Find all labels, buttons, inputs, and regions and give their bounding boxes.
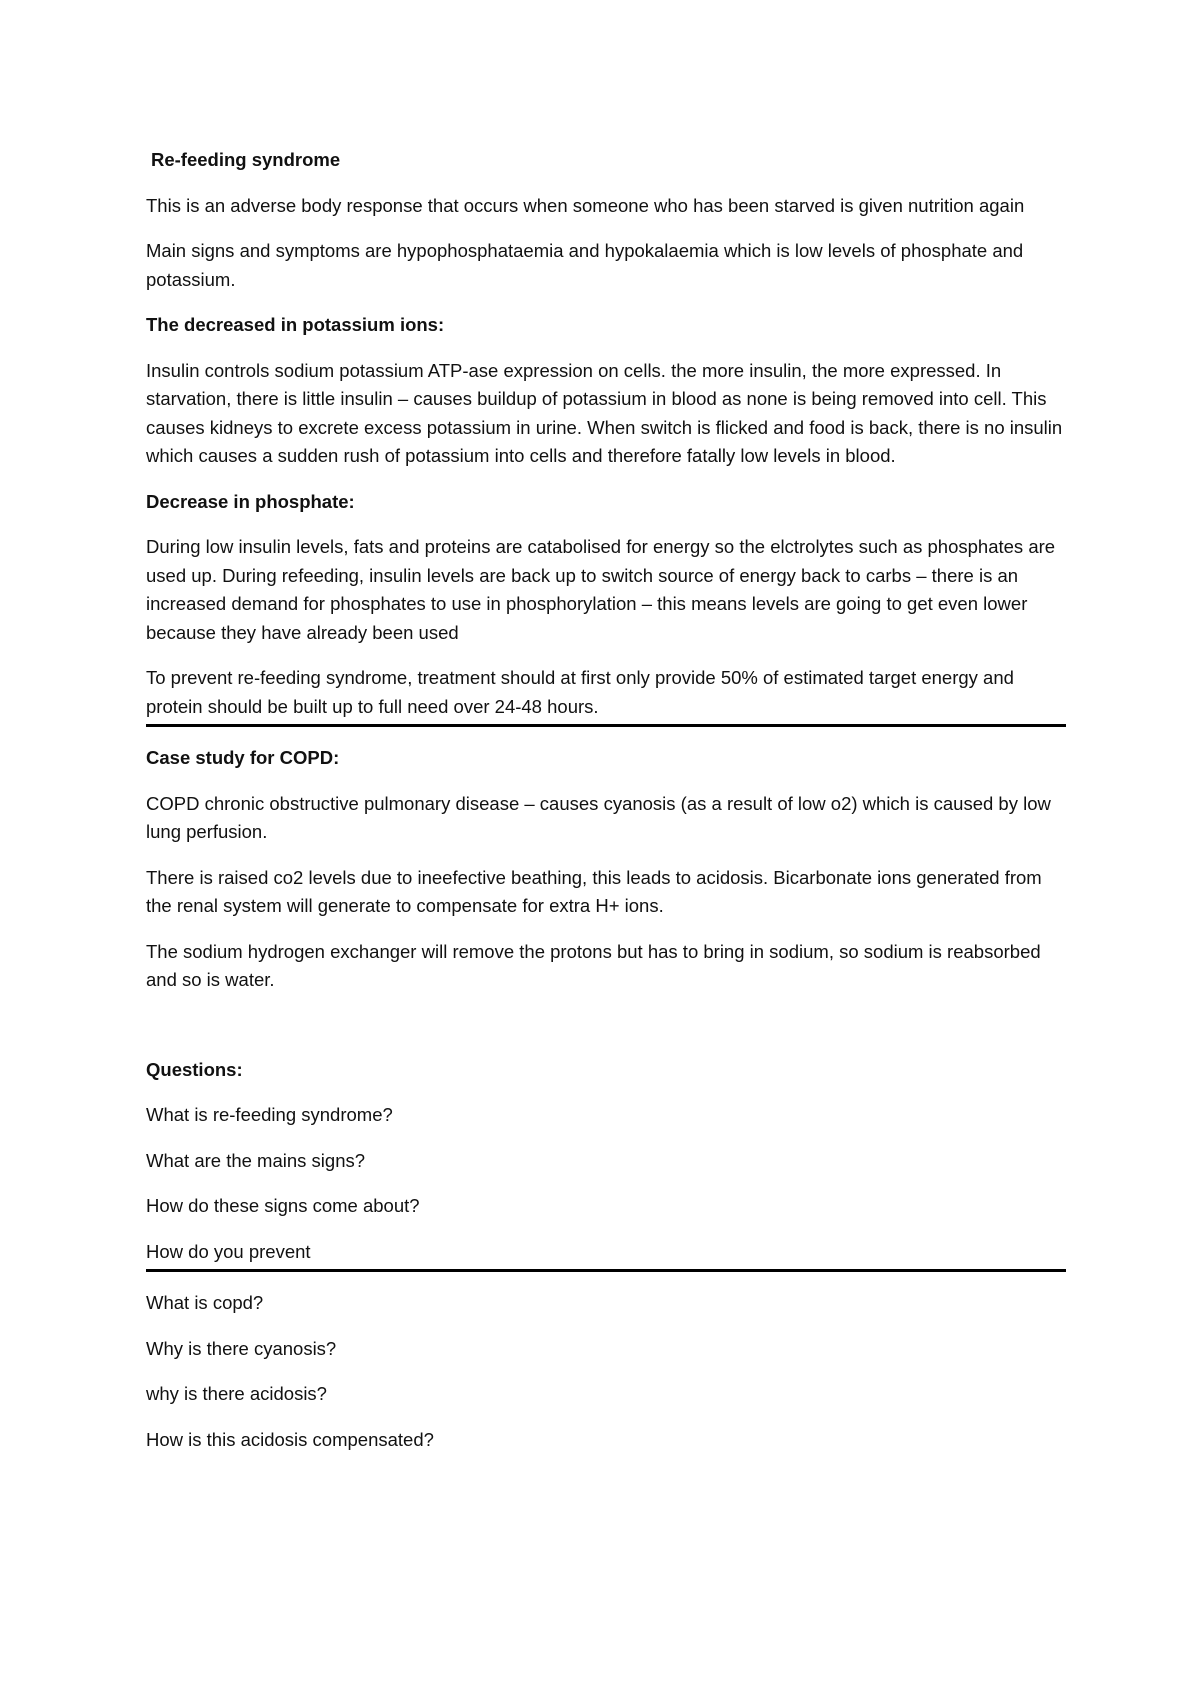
main-signs-paragraph: Main signs and symptoms are hypophosphataemia and hypokalaemia which is low levels of phosphate and potassium. xyxy=(146,240,1024,290)
question-item: What is re-feeding syndrome? xyxy=(146,1104,393,1125)
document-title: Re-feeding syndrome xyxy=(151,149,341,170)
blank-space xyxy=(146,995,1066,1039)
intro-paragraph: This is an adverse body response that occurs when someone who has been starved is given nutrition again xyxy=(146,194,1025,216)
question-item: How is this acidosis compensated? xyxy=(146,1428,434,1450)
copd-paragraph-2: There is raised co2 levels due to ineefective beathing, this leads to acidosis. Bicarbonate ions generated from the renal system will generate to compensate for extra H+ ions. xyxy=(146,866,1042,916)
document-page xyxy=(146,146,1066,1454)
copd-paragraph-1: COPD chronic obstructive pulmonary disease – causes cyanosis (as a result of low o2) which is caused by low lung perfusion. xyxy=(146,792,1051,842)
potassium-paragraph: Insulin controls sodium potassium ATP-ase expression on cells. the more insulin, the more expressed. In starvation, there is little insulin – causes buildup of potassium in blood as none is being removed into cell. This causes kidneys to excrete excess potassium in urine. When switch is flicked and food is back, there is no insulin which causes a sudden rush of potassium into cells and therefore fatally low levels in blood. xyxy=(146,359,1063,466)
question-item: How do these signs come about? xyxy=(146,1195,420,1216)
prevention-paragraph: To prevent re-feeding syndrome, treatment should at first only provide 50% of estimated target energy and protein should be built up to full need over 24-48 hours. xyxy=(146,667,1014,717)
question-item: What are the mains signs? xyxy=(146,1149,366,1171)
question-item: why is there acidosis? xyxy=(146,1383,327,1404)
questions-heading: Questions: xyxy=(146,1058,243,1080)
question-item: How do you prevent xyxy=(146,1240,311,1262)
phosphate-heading: Decrease in phosphate: xyxy=(146,490,355,512)
copd-paragraph-3: The sodium hydrogen exchanger will remove the protons but has to bring in sodium, so sodium is reabsorbed and so is water. xyxy=(146,940,1041,990)
question-item: What is copd? xyxy=(146,1292,264,1313)
phosphate-paragraph: During low insulin levels, fats and proteins are catabolised for energy so the elctrolytes such as phosphates are used up. During refeeding, insulin levels are back up to switch source of energy back to carbs – there is an increased demand for phosphates to use in phosphorylation – this means levels are going to get even lower because they have already been used xyxy=(146,536,1056,643)
copd-heading: Case study for COPD: xyxy=(146,747,340,768)
questions-divider xyxy=(146,1269,1066,1272)
potassium-heading: The decreased in potassium ions: xyxy=(146,314,445,335)
section-divider xyxy=(146,724,1066,727)
question-item: Why is there cyanosis? xyxy=(146,1337,337,1359)
